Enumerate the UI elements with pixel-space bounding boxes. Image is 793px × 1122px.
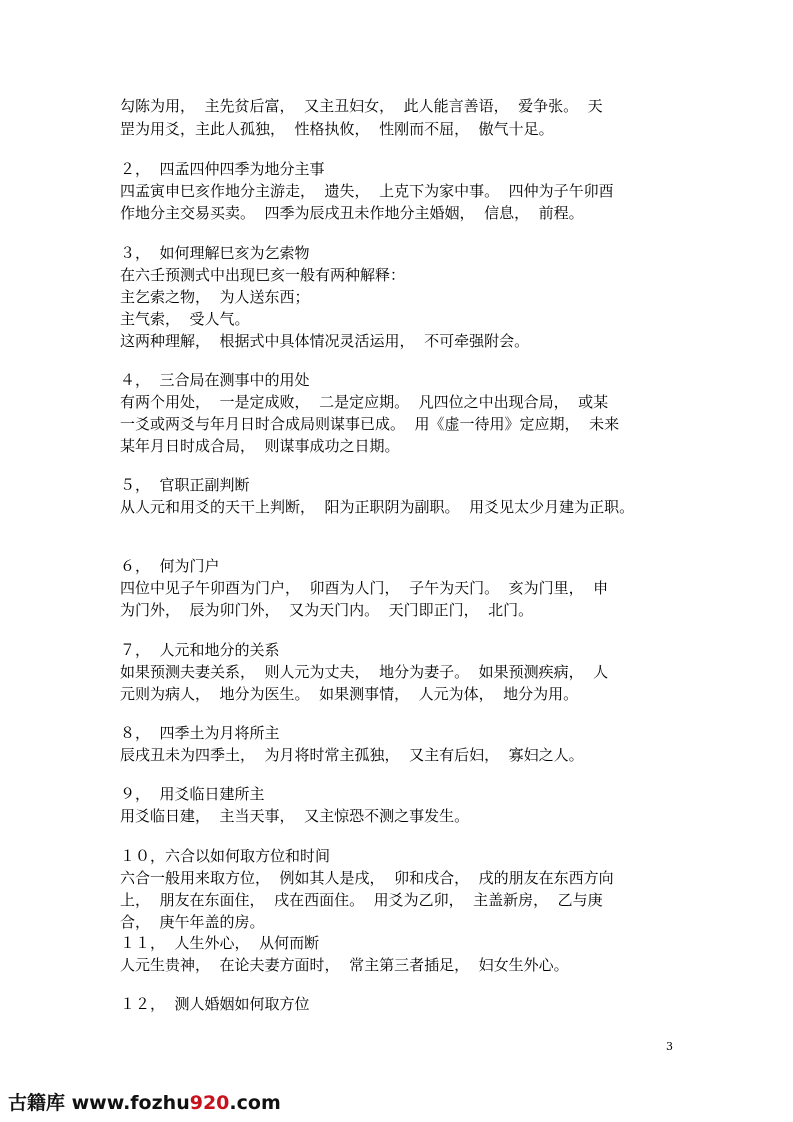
section-heading: ８， 四季土为月将所主 (120, 724, 280, 742)
text-line: 用爻临日建， 主当天事， 又主惊恐不测之事发生。 (120, 807, 470, 825)
site-url-number: 920 (189, 1092, 230, 1114)
site-url-suffix: .com (229, 1092, 281, 1114)
text-line: 主乞索之物， 为人送东西； (120, 288, 310, 306)
text-line: 四孟寅申巳亥作地分主游走， 遗失， 上克下为家中事。 四仲为子午卯酉 (120, 182, 614, 200)
section-heading: １１， 人生外心， 从何而断 (120, 934, 320, 952)
site-name: 古籍库 (8, 1092, 66, 1114)
text-line: 某年月日时成合局， 则谋事成功之日期。 (120, 437, 400, 455)
section-heading: ５， 官职正副判断 (120, 476, 250, 494)
text-line: 四位中见子午卯酉为门户， 卯酉为人门， 子午为天门。 亥为门里， 申 (120, 579, 609, 597)
text-line: 有两个用处， 一是定成败， 二是定应期。 凡四位之中出现合局， 或某 (120, 393, 609, 411)
site-url-prefix: www.fozhu (65, 1092, 190, 1114)
text-line: 从人元和用爻的天干上判断， 阳为正职阴为副职。 用爻见太少月建为正职。 (120, 498, 635, 516)
text-line: 如果预测夫妻关系， 则人元为丈夫， 地分为妻子。 如果预测疾病， 人 (120, 663, 609, 681)
text-line: 一爻或两爻与年月日时合成局则谋事已成。 用《虚一待用》定应期， 未来 (120, 415, 620, 433)
section-heading: ７， 人元和地分的关系 (120, 641, 280, 659)
text-line: 这两种理解， 根据式中具体情况灵活运用， 不可牵强附会。 (120, 332, 530, 350)
text-line: 勾陈为用， 主先贫后富， 又主丑妇女， 此人能言善语， 爱争张。 天 (120, 97, 603, 115)
section-heading: １２， 测人婚姻如何取方位 (120, 995, 310, 1013)
section-heading: ９， 用爻临日建所主 (120, 785, 265, 803)
section-heading: ６， 何为门户 (120, 557, 220, 575)
text-line: 六合一般用来取方位， 例如其人是戌， 卯和戌合， 戌的朋友在东西方向 (120, 869, 614, 887)
text-line: 元则为病人， 地分为医生。 如果测事情， 人元为体， 地分为用。 (120, 685, 579, 703)
text-line: 在六壬预测式中出现巳亥一般有两种解释： (120, 266, 406, 284)
text-line: 作地分主交易买卖。 四季为辰戌丑未作地分主婚姻， 信息， 前程。 (120, 204, 584, 222)
text-line: 为门外， 辰为卯门外， 又为天门内。 天门即正门， 北门。 (120, 601, 534, 619)
text-line: 罡为用爻，主此人孤独， 性格执攸， 性刚而不屈， 傲气十足。 (120, 120, 554, 138)
text-line: 上， 朋友在东面住， 戌在西面住。 用爻为乙卯， 主盖新房， 乙与庚 (120, 891, 603, 909)
text-line: 主气索， 受人气。 (120, 310, 250, 328)
section-heading: ３， 如何理解巳亥为乞索物 (120, 244, 310, 262)
section-heading: １０，六合以如何取方位和时间 (120, 847, 331, 865)
page-number: 3 (666, 1040, 673, 1053)
text-line: 人元生贵神， 在论夫妻方面时， 常主第三者插足， 妇女生外心。 (120, 956, 569, 974)
section-heading: ４， 三合局在测事中的用处 (120, 371, 310, 389)
section-heading: ２， 四孟四仲四季为地分主事 (120, 160, 325, 178)
site-watermark[interactable] (8, 1088, 281, 1115)
text-line: 辰戌丑未为四季土， 为月将时常主孤独， 又主有后妇， 寡妇之人。 (120, 746, 584, 764)
text-line: 合， 庚午年盖的房。 (120, 913, 265, 931)
